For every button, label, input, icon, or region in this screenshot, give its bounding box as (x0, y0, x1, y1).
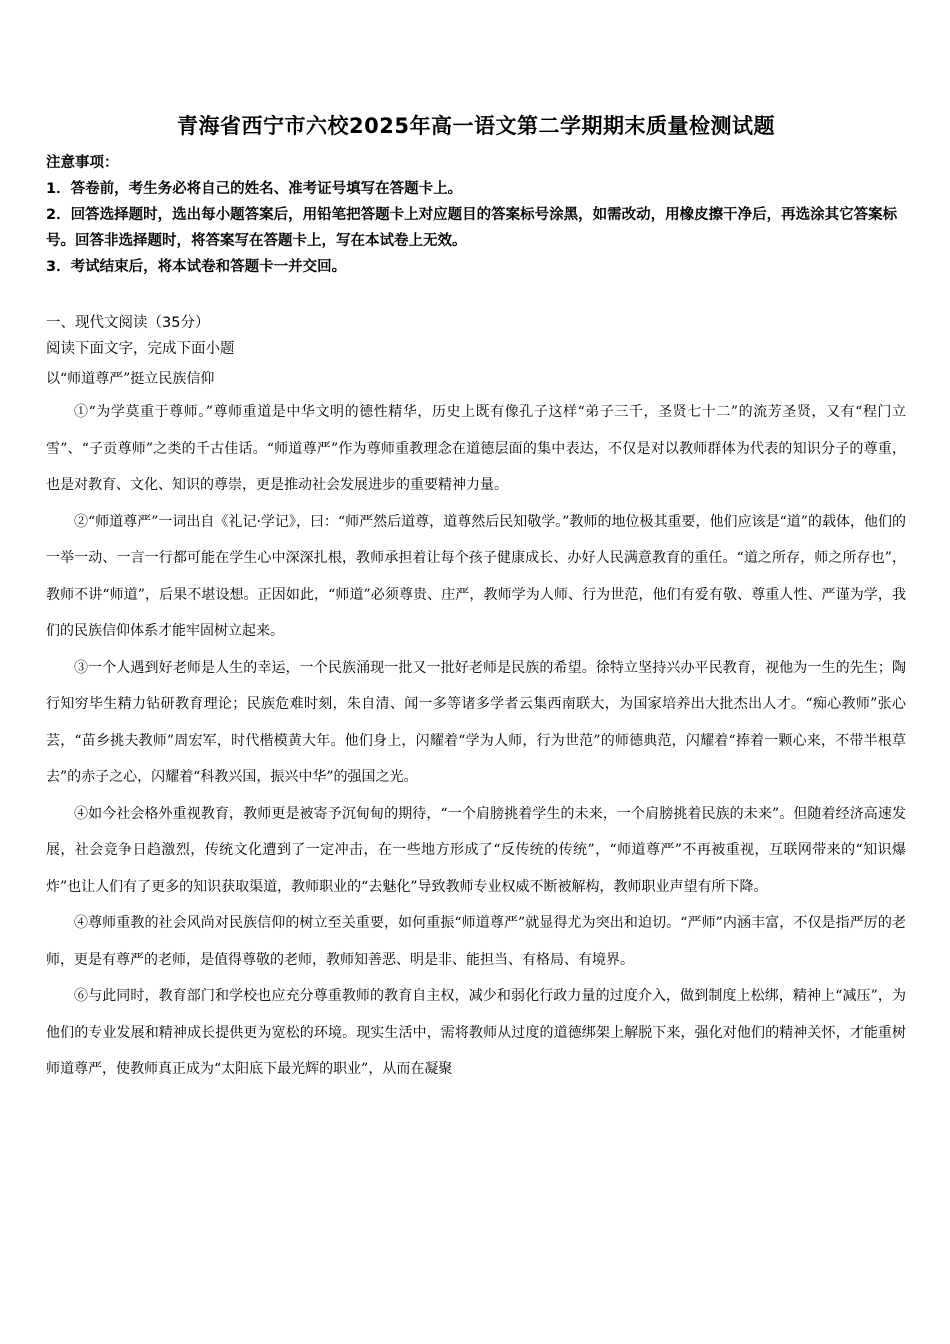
document-page (46, 108, 906, 1088)
article-paragraph-5: ④尊师重教的社会风尚对民族信仰的树立至关重要，如何重振“师道尊严”就显得尤为突出和迫切。“严师”内涵丰富，不仅是指严厉的老师，更是有尊严的老师，是值得尊敬的老师，教师知善恶、明是非、能担当、有格局、有境界。 (46, 915, 906, 968)
section-heading: 一、现代文阅读（35分） (46, 315, 210, 331)
notes-heading: 注意事项： (46, 155, 119, 171)
notes-item-3: 3．考试结束后，将本试卷和答题卡一并交回。 (46, 259, 347, 275)
article-paragraph-2: ②“师道尊严”一词出自《礼记·学记》，曰：“师严然后道尊，道尊然后民知敬学。”教师的地位极其重要，他们应该是“道”的载体，他们的一举一动、一言一行都可能在学生心中深深扎根，教师承担着让每个孩子健康成长、办好人民满意教育的重任。“道之所存，师之所存也”，教师不讲“师道”，后果不堪设想。正因如此，“师道”必须尊贵、庄严，教师学为人师、行为世范，他们有爱有敬、尊重人性、严谨为学，我们的民族信仰体系才能牢固树立起来。 (46, 513, 906, 639)
article-title: 以“师道尊严”挺立民族信仰 (46, 371, 215, 387)
notes-block (46, 150, 906, 280)
notes-item-2: 2．回答选择题时，选出每小题答案后，用铅笔把答题卡上对应题目的答案标号涂黑，如需改动，用橡皮擦干净后，再选涂其它答案标号。回答非选择题时，将答案写在答题卡上，写在本试卷上无效。 (46, 207, 898, 249)
article-paragraph-4: ④如今社会格外重视教育，教师更是被寄予沉甸甸的期待，“一个肩膀挑着学生的未来，一个肩膀挑着民族的未来”。但随着经济高速发展，社会竞争日趋激烈，传统文化遭到了一定冲击，在一些地方形成了“反传统的传统”，“师道尊严”不再被重视，互联网带来的“知识爆炸”也让人们有了更多的知识获取渠道，教师职业的“去魅化”导致教师专业权威不断被解构，教师职业声望有所下降。 (46, 805, 906, 895)
article-paragraph-1: ①“为学莫重于尊师。”尊师重道是中华文明的德性精华，历史上既有像孔子这样“弟子三千，圣贤七十二”的流芳圣贤，又有“程门立雪”、“子贡尊师”之类的千古佳话。“师道尊严”作为尊师重教理念在道德层面的集中表达，不仅是对以教师群体为代表的知识分子的尊重，也是对教育、文化、知识的尊崇，更是推动社会发展进步的重要精神力量。 (46, 404, 906, 493)
article-paragraph-3: ③一个人遇到好老师是人生的幸运，一个民族涌现一批又一批好老师是民族的希望。徐特立坚持兴办平民教育，视他为一生的先生；陶行知穷毕生精力钻研教育理论；民族危难时刻，朱自清、闻一多等诸多学者云集西南联大，为国家培养出大批杰出人才。“痴心教师”张心芸，“苗乡挑夫教师”周宏军，时代楷模黄大年。他们身上，闪耀着“学为人师，行为世范”的师德典范，闪耀着“捧着一颗心来，不带半根草去”的赤子之心，闪耀着“科教兴国，振兴中华”的强国之光。 (46, 659, 906, 785)
article-paragraph-6: ⑥与此同时，教育部门和学校也应充分尊重教师的教育自主权，减少和弱化行政力量的过度介入，做到制度上松绑，精神上“减压”，为他们的专业发展和精神成长提供更为宽松的环境。现实生活中，需将教师从过度的道德绑架上解脱下来，强化对他们的精神关怀，才能重树师道尊严，使教师真正成为“太阳底下最光辉的职业”，从而在凝聚 (46, 988, 906, 1077)
section-instruction: 阅读下面文字，完成下面小题 (46, 341, 235, 357)
notes-item-1: 1．答卷前，考生务必将自己的姓名、准考证号填写在答题卡上。 (46, 181, 463, 197)
document-title: 青海省西宁市六校2025年高一语文第二学期期末质量检测试题 (177, 114, 775, 138)
